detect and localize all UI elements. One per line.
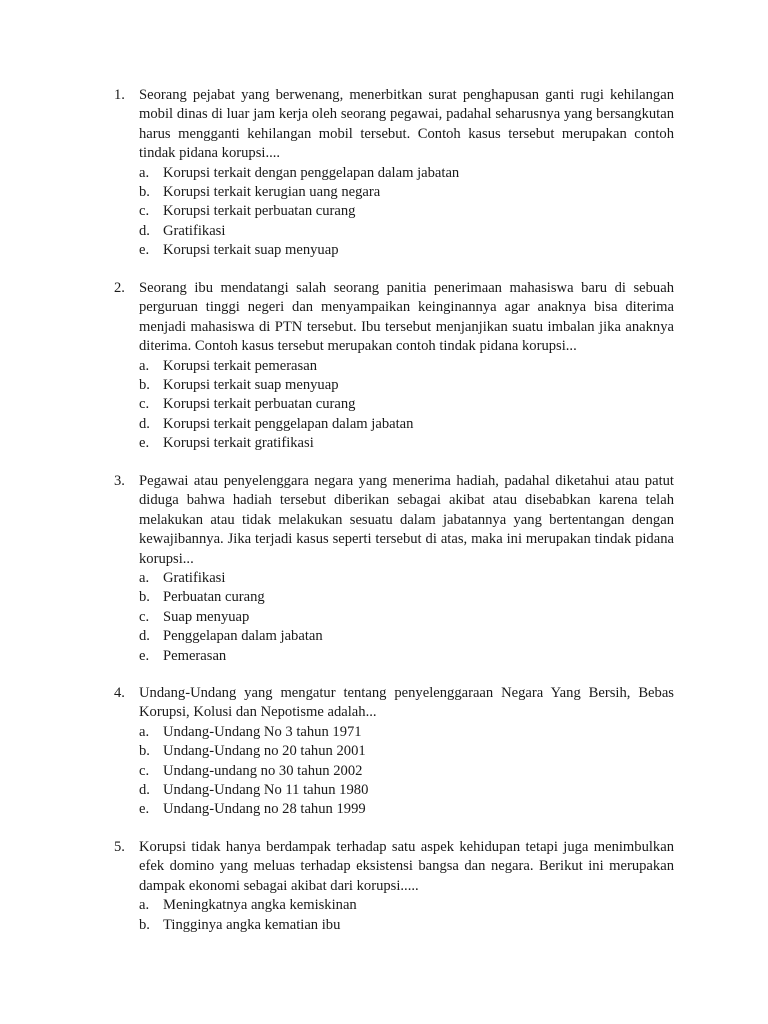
question-number: 3. [114,473,125,489]
option-letter: d. [139,782,150,799]
option-text: Gratifikasi [163,222,226,239]
option-letter: b. [139,589,150,606]
question-text: Undang-Undang yang mengatur tentang penyelenggaraan Negara Yang Bersih, Bebas Korupsi, Kolusi dan Nepotisme adalah... [139,685,674,721]
option-letter: e. [139,647,150,664]
option-text: Pemerasan [163,647,227,664]
option-text: Korupsi terkait perbuatan curang [163,203,356,220]
option-letter: d. [139,415,150,432]
option [139,164,674,183]
option [139,608,674,627]
option-text: Korupsi terkait kerugian uang negara [163,184,381,201]
option-letter: e. [139,801,150,818]
option-letter: a. [139,570,150,587]
option-text: Undang-Undang no 20 tahun 2001 [163,743,366,760]
option-letter: c. [139,762,150,779]
option [139,762,674,781]
option-letter: a. [139,723,150,740]
option-letter: a. [139,164,150,181]
question-1 [114,86,674,261]
option-text: Korupsi terkait suap menyuap [163,377,339,394]
option-text: Korupsi terkait perbuatan curang [163,396,356,413]
option-letter: c. [139,608,150,625]
option-text: Suap menyuap [163,608,250,625]
option-letter: b. [139,743,150,760]
option-text: Tingginya angka kematian ibu [163,916,341,933]
question-4 [114,684,674,820]
option [139,376,674,395]
option [139,647,674,666]
question-text: Pegawai atau penyelenggara negara yang menerima hadiah, padahal diketahui atau patut diduga bahwa hadiah tersebut diberikan sebagai akibat atau disebabkan karena telah melakukan atau tidak melakukan sesuatu dalam jabatannya yang bertentangan dengan kewajibannya. Jika terjadi kasus seperti tersebut di atas, maka ini merupakan tindak pidana korupsi... [139,473,674,567]
option-text: Penggelapan dalam jabatan [163,628,323,645]
question-number: 1. [114,87,125,103]
option-text: Meningkatnya angka kemiskinan [163,897,357,914]
question-number: 2. [114,280,125,296]
question-text: Seorang pejabat yang berwenang, menerbitkan surat penghapusan ganti rugi kehilangan mobil dinas di luar jam kerja oleh seorang pegawai, padahal seharusnya yang bersangkutan harus mengganti kehilangan mobil tersebut. Contoh kasus tersebut merupakan contoh tindak pidana korupsi.... [139,87,674,162]
option [139,434,674,453]
question-2 [114,279,674,454]
option-text: Undang-Undang No 11 tahun 1980 [163,782,369,799]
question-3 [114,472,674,666]
question-5 [114,838,674,935]
option [139,183,674,202]
question-number: 4. [114,685,125,701]
option [139,415,674,434]
option-text: Korupsi terkait suap menyuap [163,242,339,259]
option [139,723,674,742]
option [139,916,674,935]
option-letter: e. [139,435,150,452]
option-letter: a. [139,357,150,374]
option-letter: e. [139,242,150,259]
option-letter: d. [139,222,150,239]
option-letter: a. [139,897,150,914]
option-letter: b. [139,916,150,933]
option-letter: d. [139,628,150,645]
option [139,241,674,260]
question-text: Korupsi tidak hanya berdampak terhadap satu aspek kehidupan tetapi juga menimbulkan efek domino yang meluas terhadap eksistensi bangsa dan negara. Berikut ini merupakan dampak ekonomi sebagai akibat dari korupsi..... [139,839,674,894]
option [139,222,674,241]
option-text: Undang-Undang no 28 tahun 1999 [163,801,366,818]
option [139,896,674,915]
option-letter: c. [139,203,150,220]
option-text: Gratifikasi [163,570,226,587]
option-letter: b. [139,377,150,394]
option [139,627,674,646]
option-letter: b. [139,184,150,201]
option [139,588,674,607]
option-letter: c. [139,396,150,413]
option-text: Undang-undang no 30 tahun 2002 [163,762,363,779]
option [139,569,674,588]
option [139,742,674,761]
option [139,357,674,376]
option-text: Korupsi terkait gratifikasi [163,435,314,452]
option-text: Korupsi terkait dengan penggelapan dalam jabatan [163,164,460,181]
option [139,781,674,800]
option-text: Korupsi terkait pemerasan [163,357,317,374]
question-number: 5. [114,839,125,855]
option [139,202,674,221]
option-text: Korupsi terkait penggelapan dalam jabatan [163,415,414,432]
option [139,395,674,414]
option-text: Perbuatan curang [163,589,265,606]
option-text: Undang-Undang No 3 tahun 1971 [163,723,362,740]
option [139,800,674,819]
question-text: Seorang ibu mendatangi salah seorang panitia penerimaan mahasiswa baru di sebuah perguruan tinggi negeri dan menyampaikan keinginannya agar anaknya bisa diterima menjadi mahasiswa di PTN tersebut. Ibu tersebut menjanjikan suatu imbalan jika anaknya diterima. Contoh kasus tersebut merupakan contoh tindak pidana korupsi... [139,280,674,355]
